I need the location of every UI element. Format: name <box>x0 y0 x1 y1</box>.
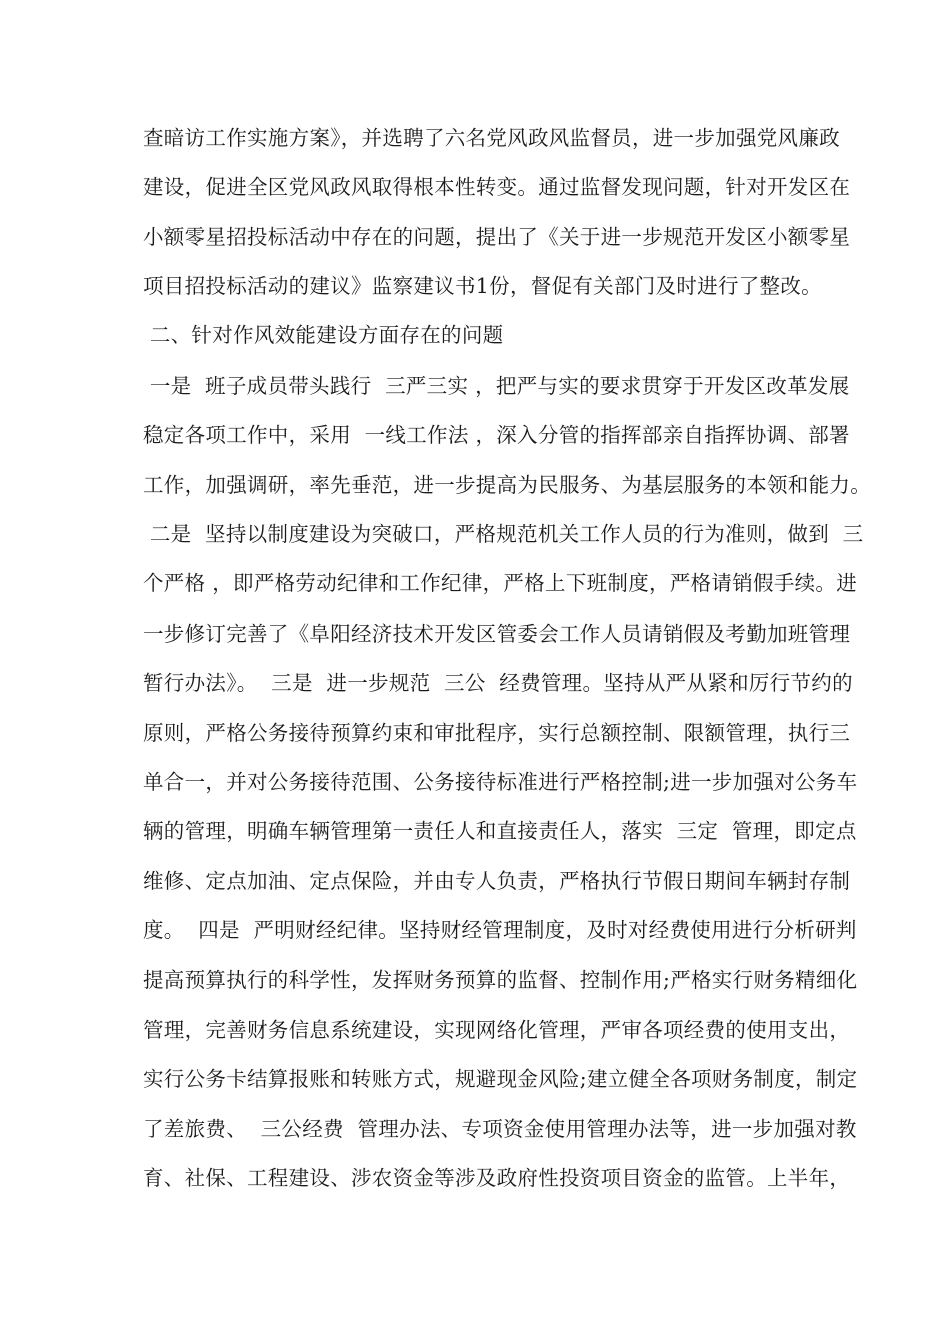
text-line-12: 暂行办法》。 三是 进一步规范 三公 经费管理。坚持从严从紧和厉行节约的 <box>143 671 853 695</box>
text-line-13: 原则，严格公务接待预算约束和审批程序，实行总额控制、限额管理，执行三 <box>143 721 851 745</box>
text-line-4: 项目招投标活动的建议》监察建议书1份，督促有关部门及时进行了整改。 <box>143 274 822 298</box>
text-line-8: 工作，加强调研，率先垂范，进一步提高为民服务、为基层服务的本领和能力。 <box>143 473 871 497</box>
text-line-18: 提高预算执行的科学性，发挥财务预算的监督、控制作用;严格实行财务精细化 <box>143 968 858 992</box>
text-line-7: 稳定各项工作中，采用 一线工作法 ，深入分管的指挥部亲自指挥协调、部署 <box>143 423 850 447</box>
text-line-11: 一步修订完善了《阜阳经济技术开发区管委会工作人员请销假及考勤加班管理 <box>143 622 851 646</box>
text-line-22: 育、社保、工程建设、涉农资金等涉及政府性投资项目资金的监管。上半年， <box>143 1166 851 1190</box>
text-line-16: 维修、定点加油、定点保险，并由专人负责，严格执行节假日期间车辆封存制 <box>143 869 851 893</box>
text-line-10: 个严格 ，即严格劳动纪律和工作纪律，严格上下班制度，严格请销假手续。进 <box>143 571 858 595</box>
text-line-21: 了差旅费、 三公经费 管理办法、专项资金使用管理办法等，进一步加强对教 <box>143 1117 857 1141</box>
text-line-19: 管理，完善财务信息系统建设，实现网络化管理，严审各项经费的使用支出， <box>143 1018 851 1042</box>
text-line-17: 度。 四是 严明财经纪律。坚持财经管理制度，及时对经费使用进行分析研判 <box>143 918 857 942</box>
section-heading: 二、针对作风效能建设方面存在的问题 <box>143 323 504 347</box>
text-line-3: 小额零星招投标活动中存在的问题，提出了《关于进一步规范开发区小额零星 <box>143 225 851 249</box>
text-line-2: 建设，促进全区党风政风取得根本性转变。通过监督发现问题，针对开发区在 <box>143 175 851 199</box>
text-line-14: 单合一，并对公务接待范围、公务接待标准进行严格控制;进一步加强对公务车 <box>143 770 858 794</box>
text-line-20: 实行公务卡结算报账和转账方式，规避现金风险;建立健全各项财务制度，制定 <box>143 1067 858 1091</box>
text-line-15: 辆的管理，明确车辆管理第一责任人和直接责任人，落实 三定 管理，即定点 <box>143 819 857 843</box>
text-line-9: 二是 坚持以制度建设为突破口，严格规范机关工作人员的行为准则，做到 三 <box>143 522 864 546</box>
text-line-1: 查暗访工作实施方案》，并选聘了六名党风政风监督员，进一步加强党风廉政 <box>143 126 840 150</box>
text-line-6: 一是 班子成员带头践行 三严三实 ，把严与实的要求贯穿于开发区改革发展 <box>143 374 850 398</box>
